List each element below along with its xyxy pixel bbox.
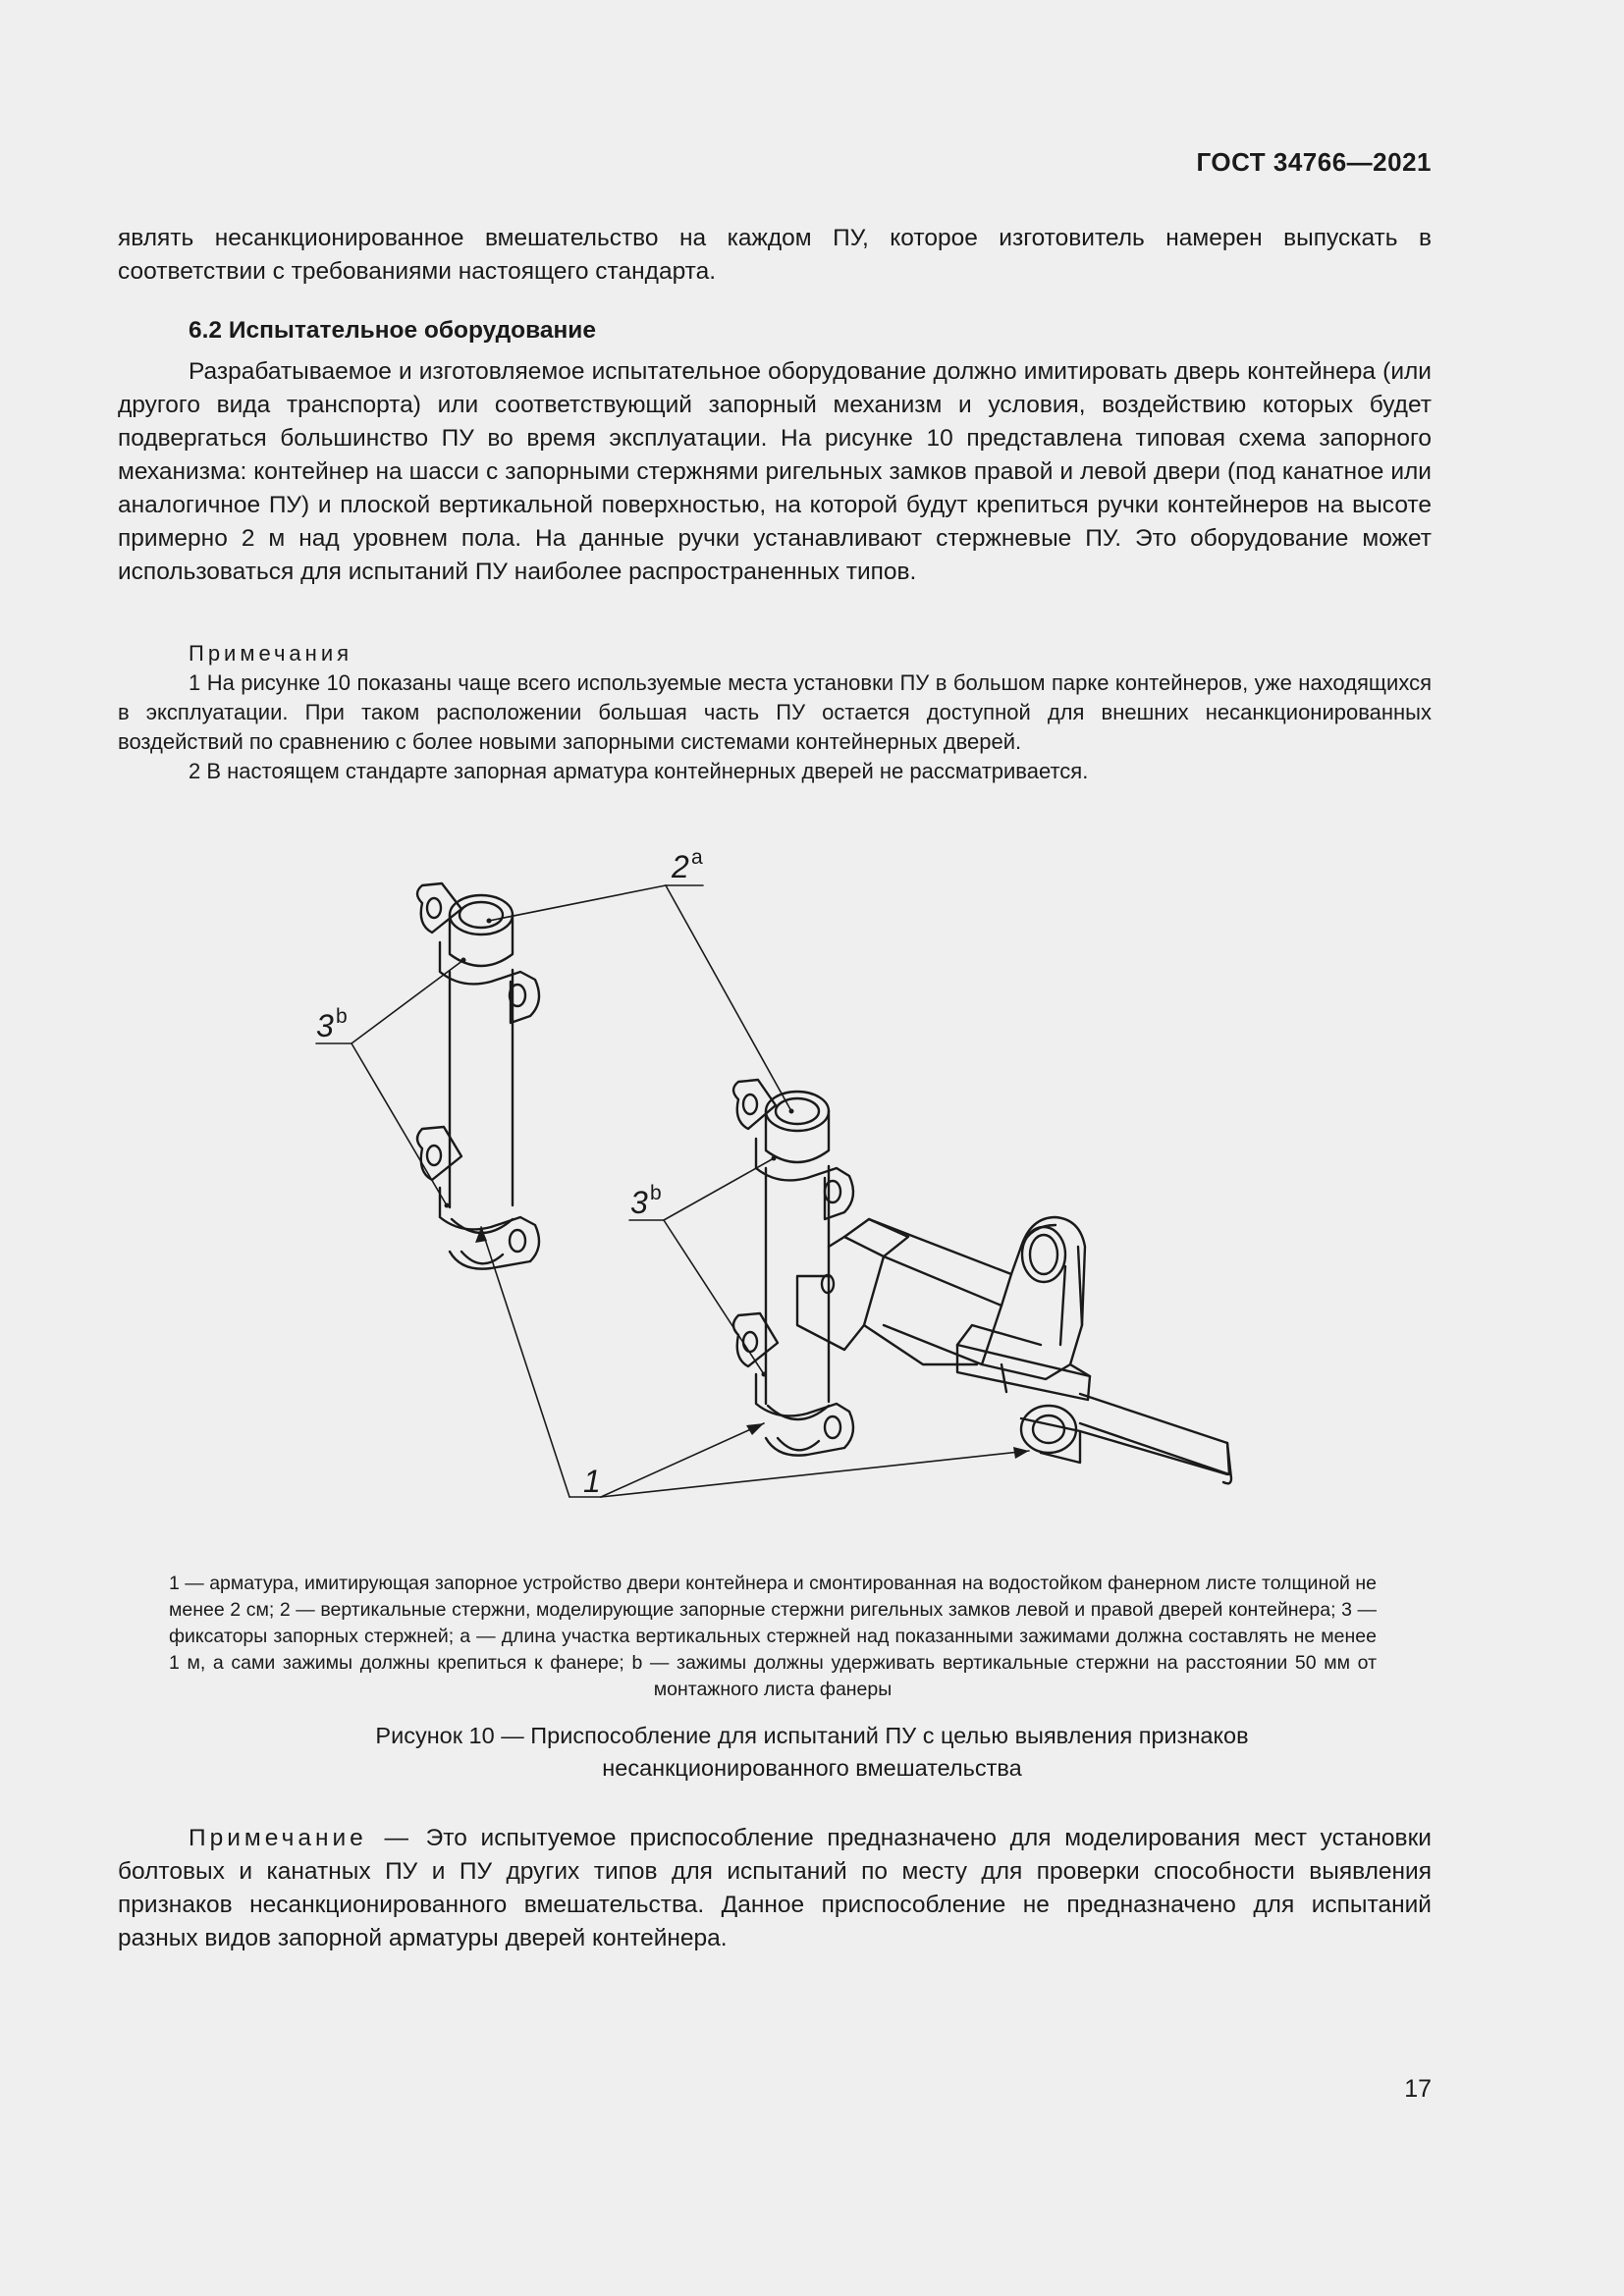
figure-caption <box>196 1720 1428 1785</box>
label-3-left-sup: b <box>336 1005 348 1028</box>
section-paragraph: Разрабатываемое и изготовляемое испытательное оборудование должно имитировать дверь контейнера (или другого вида транспорта) или соответствующий запорный механизм и условия, воздействию которых будет подвергаться большинство ПУ во время эксплуатации. На рисунке 10 представлена типовая схема запорного механизма: контейнер на шасси с запорными стержнями ригельных замков правой и левой двери (под канатное или аналогичное ПУ) и плоской вертикальной поверхностью, на которой будут крепиться ручки контейнеров на высоте примерно 2 м над уровнем пола. На данные ручки устанавливают стержневые ПУ. Это оборудование может использоваться для испытаний ПУ наиболее распространенных типов. <box>118 358 1432 585</box>
note-item-1: 1 На рисунке 10 показаны чаще всего используемые места установки ПУ в большом парке контейнеров, уже находящихся в эксплуатации. При таком расположении большая часть ПУ остается доступной для внешних несанкционированных воздействий по сравнению с более новыми запорными системами контейнерных дверей. <box>118 670 1432 754</box>
note-item-2: 2 В настоящем стандарте запорная арматура контейнерных дверей не рассматривается. <box>189 759 1089 783</box>
label-3-left: 3 <box>316 1008 334 1043</box>
final-note-text: Это испытуемое приспособление предназначено для моделирования мест установки болтовых и канатных ПУ и ПУ других типов для испытаний по месту для проверки способности выявления признаков несанкционированного вмешательства. Данное приспособление не предназначено для испытаний разных видов запорной арматуры дверей контейнера. <box>118 1825 1432 1951</box>
figure-caption-line-1: Рисунок 10 — Приспособление для испытаний ПУ с целью выявления признаков <box>375 1723 1249 1748</box>
figure-10 <box>0 815 1624 1541</box>
label-1: 1 <box>583 1464 601 1499</box>
leader-lines <box>316 885 1029 1497</box>
intro-paragraph <box>118 222 1432 289</box>
section-heading: 6.2 Испытательное оборудование <box>189 317 596 344</box>
final-note <box>118 1822 1432 1955</box>
notes-title: Примечания <box>189 641 353 666</box>
right-rod-assembly <box>733 1080 1231 1483</box>
figure-caption-line-2: несанкционированного вмешательства <box>602 1755 1022 1781</box>
page-number: 17 <box>1404 2075 1432 2103</box>
label-3-right-sup: b <box>650 1182 662 1204</box>
standard-header: ГОСТ 34766—2021 <box>1196 147 1432 177</box>
label-2: 2 <box>672 849 689 884</box>
locking-mechanism-drawing <box>0 815 1624 1541</box>
intro-text: являть несанкционированное вмешательство на каждом ПУ, которое изготовитель намерен выпускать в соответствии с требованиями настоящего стандарта. <box>118 225 1432 285</box>
label-2-sup: a <box>691 846 703 869</box>
left-rod-assembly <box>417 883 539 1269</box>
final-note-title: Примечание — <box>189 1825 412 1851</box>
label-3-right: 3 <box>630 1185 648 1220</box>
figure-legend: 1 — арматура, имитирующая запорное устройство двери контейнера и смонтированная на водостойком фанерном листе толщиной не менее 2 см; 2 — вертикальные стержни, моделирующие запорные стержни ригельных замков левой и правой дверей контейнера; 3 — фиксаторы запорных стержней; a — длина участка вертикальных стержней над показанными зажимами должна составлять не менее 1 м, а сами зажимы должны крепиться к фанере; b — зажимы должны удерживать вертикальные стержни на расстоянии 50 мм от монтажного листа фанеры <box>169 1573 1377 1700</box>
